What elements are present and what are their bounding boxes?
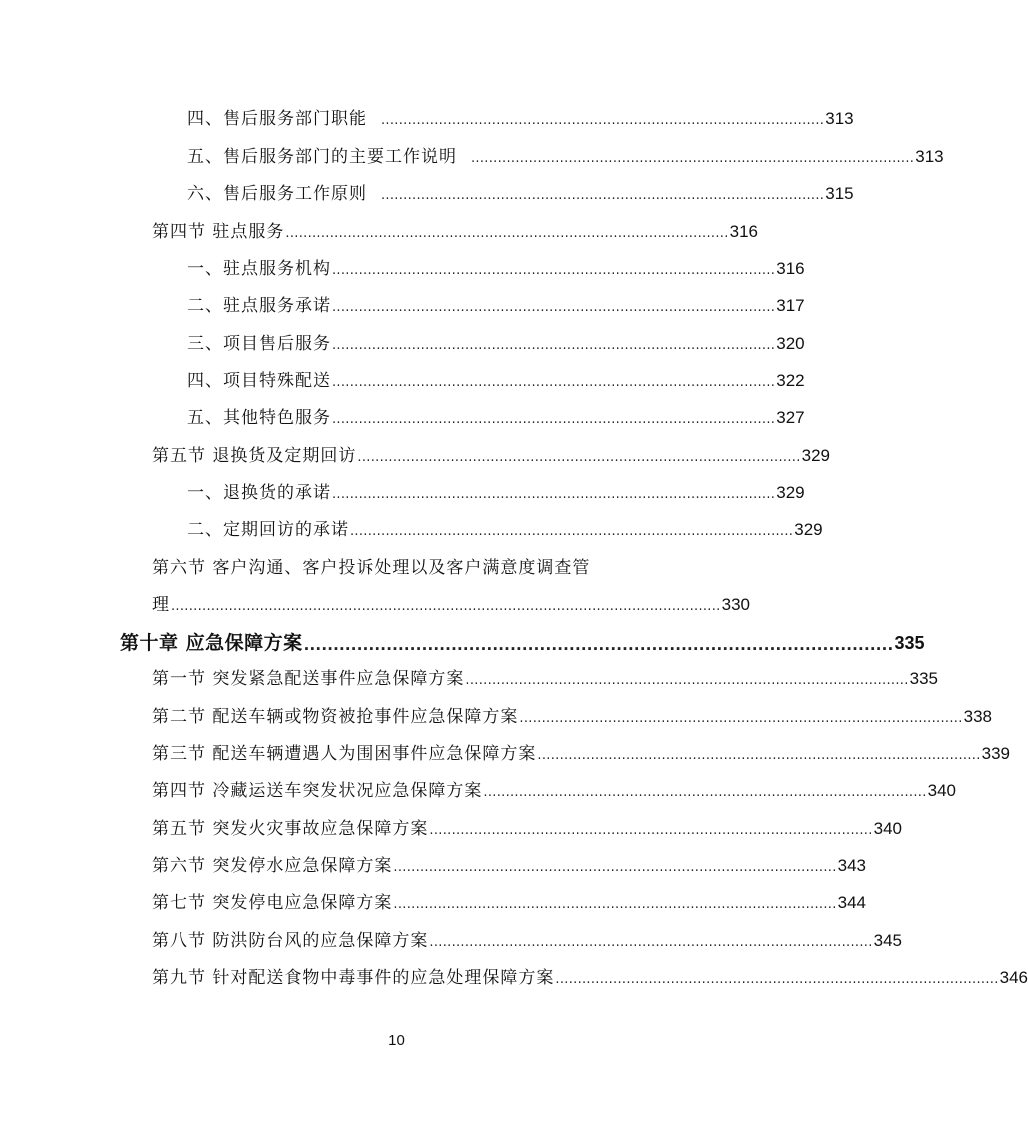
toc-entry[interactable] — [152, 592, 750, 616]
toc-entry-page: 344 — [837, 893, 867, 912]
toc-entry[interactable] — [187, 181, 854, 205]
toc-leader-dots: .................................................................................................... — [429, 935, 873, 950]
toc-entry[interactable] — [152, 704, 993, 728]
toc-entry-page: 322 — [776, 371, 805, 390]
toc-entry[interactable] — [187, 293, 805, 317]
toc-entry[interactable] — [187, 368, 805, 392]
toc-entry-page: 338 — [963, 707, 993, 726]
toc-entry-title: 一、退换货的承诺 — [187, 483, 331, 503]
toc-entry[interactable] — [152, 816, 903, 840]
toc-leader-dots: .................................................................................................... — [555, 972, 999, 987]
toc-entry-title: 四、项目特殊配送 — [187, 371, 331, 391]
toc-entry-title: 第三节 配送车辆遭遇人为围困事件应急保障方案 — [152, 744, 537, 764]
toc-entry[interactable] — [152, 666, 939, 690]
toc-entry-wrapped-first-line[interactable] — [152, 555, 673, 579]
toc-entry-title: 一、驻点服务机构 — [187, 259, 331, 279]
toc-leader-dots: .................................................................................................... — [285, 226, 729, 241]
toc-entry-title: 第四节 冷藏运送车突发状况应急保障方案 — [152, 781, 483, 801]
toc-entry-title: 三、项目售后服务 — [187, 334, 331, 354]
toc-entry-page: 313 — [825, 109, 854, 128]
toc-entry-page: 340 — [927, 781, 957, 800]
toc-entry-title: 第六节 突发停水应急保障方案 — [152, 856, 393, 876]
toc-entry-title: 六、售后服务工作原则 — [187, 184, 367, 204]
toc-leader-dots: .................................................................................................... — [332, 338, 776, 353]
toc-entry-page: 345 — [873, 931, 903, 950]
toc-entry[interactable] — [152, 890, 867, 914]
toc-leader-dots: .................................................................................................... — [471, 151, 915, 166]
toc-entry-page: 335 — [909, 669, 939, 688]
toc-leader-dots: .................................................................................................... — [332, 300, 776, 315]
toc-entry-title: 第七节 突发停电应急保障方案 — [152, 893, 393, 913]
toc-entry-page: 329 — [801, 446, 831, 465]
toc-chapter-title: 第十章 应急保障方案 — [120, 632, 303, 654]
toc-entry-title-continuation: 理 — [152, 595, 170, 615]
toc-entry[interactable] — [152, 741, 1011, 765]
toc-leader-dots: .................................................................................................... — [537, 748, 981, 763]
toc-entry-title: 二、定期回访的承诺 — [187, 520, 349, 540]
toc-entry-page: 327 — [776, 408, 805, 427]
toc-entry-title: 第六节 客户沟通、客户投诉处理以及客户满意度调查管 — [152, 558, 591, 578]
toc-leader-dots: .................................................................................................... — [393, 897, 837, 912]
toc-leader-dots: .................................................................................................... — [381, 188, 825, 203]
toc-entry[interactable] — [187, 331, 805, 355]
toc-entry[interactable] — [187, 106, 854, 130]
toc-entry-title: 五、其他特色服务 — [187, 408, 331, 428]
toc-leader-dots: .................................................................................................... — [381, 113, 825, 128]
toc-entry-page: 317 — [776, 296, 805, 315]
toc-entry[interactable] — [187, 517, 823, 541]
toc-leader-dots: ............................................................................................................................ — [171, 599, 721, 614]
toc-entry-page: 315 — [825, 184, 854, 203]
toc-entry-page: 330 — [721, 595, 750, 614]
toc-entry-title: 四、售后服务部门职能 — [187, 109, 367, 129]
toc-entry-page: 346 — [999, 968, 1028, 987]
toc-entry[interactable] — [152, 853, 867, 877]
toc-leader-dots: .................................................................................................... — [393, 860, 837, 875]
toc-entry-page: 339 — [981, 744, 1011, 763]
toc-leader-dots: .................................................................................................... — [332, 412, 776, 427]
toc-entry[interactable] — [152, 778, 957, 802]
toc-leader-dots: .................................................................................................... — [332, 263, 776, 278]
toc-entry[interactable] — [187, 480, 805, 504]
toc-entry-page: 329 — [794, 520, 823, 539]
toc-entry-title: 第一节 突发紧急配送事件应急保障方案 — [152, 669, 465, 689]
toc-leader-dots: .................................................................................................... — [519, 711, 963, 726]
toc-entry-page: 343 — [837, 856, 867, 875]
toc-leader-dots: .................................................................................................... — [350, 524, 794, 539]
toc-entry-page: 313 — [915, 147, 944, 166]
toc-leader-dots: .................................................................................................... — [332, 487, 776, 502]
toc-entry-title: 二、驻点服务承诺 — [187, 296, 331, 316]
toc-entry-title: 第四节 驻点服务 — [152, 222, 285, 242]
toc-entry-title: 第八节 防洪防台风的应急保障方案 — [152, 931, 429, 951]
toc-entry[interactable] — [152, 219, 759, 243]
toc-entry-page: 316 — [776, 259, 805, 278]
toc-leader-dots: .................................................................................................... — [303, 636, 894, 654]
toc-entry-title: 五、售后服务部门的主要工作说明 — [187, 147, 457, 167]
toc-entry[interactable] — [187, 144, 944, 168]
page-number: 10 — [388, 1032, 405, 1049]
toc-entry[interactable] — [152, 443, 831, 467]
toc-entry-title: 第二节 配送车辆或物资被抢事件应急保障方案 — [152, 707, 519, 727]
toc-chapter-entry[interactable] — [120, 628, 925, 654]
toc-entry-title: 第五节 退换货及定期回访 — [152, 446, 357, 466]
toc-entry-page: 320 — [776, 334, 805, 353]
toc-leader-dots: .................................................................................................... — [429, 823, 873, 838]
toc-entry-page: 340 — [873, 819, 903, 838]
toc-entry[interactable] — [152, 965, 1028, 989]
toc-chapter-page: 335 — [894, 633, 925, 653]
toc-leader-dots: .................................................................................................... — [332, 375, 776, 390]
toc-entry[interactable] — [152, 928, 903, 952]
toc-entry-title: 第九节 针对配送食物中毒事件的应急处理保障方案 — [152, 968, 555, 988]
toc-leader-dots: .................................................................................................... — [483, 785, 927, 800]
toc-leader-dots: .................................................................................................... — [465, 673, 909, 688]
toc-entry-page: 316 — [729, 222, 759, 241]
toc-entry-page: 329 — [776, 483, 805, 502]
toc-entry[interactable] — [187, 405, 805, 429]
toc-leader-dots: .................................................................................................... — [357, 450, 801, 465]
toc-entry[interactable] — [187, 256, 805, 280]
toc-entry-title: 第五节 突发火灾事故应急保障方案 — [152, 819, 429, 839]
